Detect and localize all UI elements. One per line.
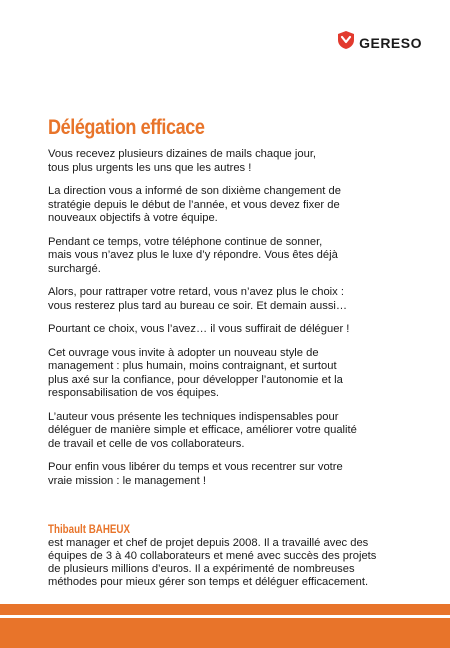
paragraph: Alors, pour rattraper votre retard, vous n’avez plus le choix : vous resterez plus tard au bureau ce soir. Et demain aussi… xyxy=(48,286,348,312)
paragraph: Pourtant ce choix, vous l’avez… il vous suffirait de déléguer ! xyxy=(48,323,350,335)
paragraph: Vous recevez plusieurs dizaines de mails chaque jour, tous plus urgents les uns que les autres ! xyxy=(48,148,317,174)
paragraph: Pour enfin vous libérer du temps et vous recentrer sur votre vraie mission : le management ! xyxy=(48,461,343,487)
author-name: Thibault BAHEUX xyxy=(48,524,131,536)
footer-band-thick xyxy=(0,618,450,648)
description-body xyxy=(48,148,388,498)
author-section xyxy=(48,524,408,589)
publisher-logo xyxy=(337,30,422,55)
footer-band-thin xyxy=(0,604,450,615)
paragraph: La direction vous a informé de son dixième changement de stratégie depuis le début de l’année, et vous devez fixer de nouveaux objectifs à votre équipe. xyxy=(48,185,341,224)
paragraph: Pendant ce temps, votre téléphone continue de sonner, mais vous n’avez plus le luxe d’y répondre. Vous êtes déjà surchargé. xyxy=(48,235,338,275)
shield-logo-icon xyxy=(337,30,355,55)
logo-text: GERESO xyxy=(359,34,422,51)
page-title: Délégation efficace xyxy=(48,116,205,139)
paragraph: L’auteur vous présente les techniques indispensables pour déléguer de manière simple et efficace, améliorer votre qualité de travail et celle de vos collaborateurs. xyxy=(48,410,357,450)
author-bio: est manager et chef de projet depuis 2008. Il a travaillé avec des équipes de 3 à 40 collaborateurs et mené avec succès des projets de plusieurs millions d’euros. Il a expérimenté de nombreuses méthodes pour mieux gérer son temps et déléguer efficacement. xyxy=(48,537,377,588)
paragraph: Cet ouvrage vous invite à adopter un nouveau style de management : plus humain, moins contraignant, et surtout plus axé sur la confiance, pour développer l’autonomie et la responsabilisation de vos équipes. xyxy=(48,346,343,399)
